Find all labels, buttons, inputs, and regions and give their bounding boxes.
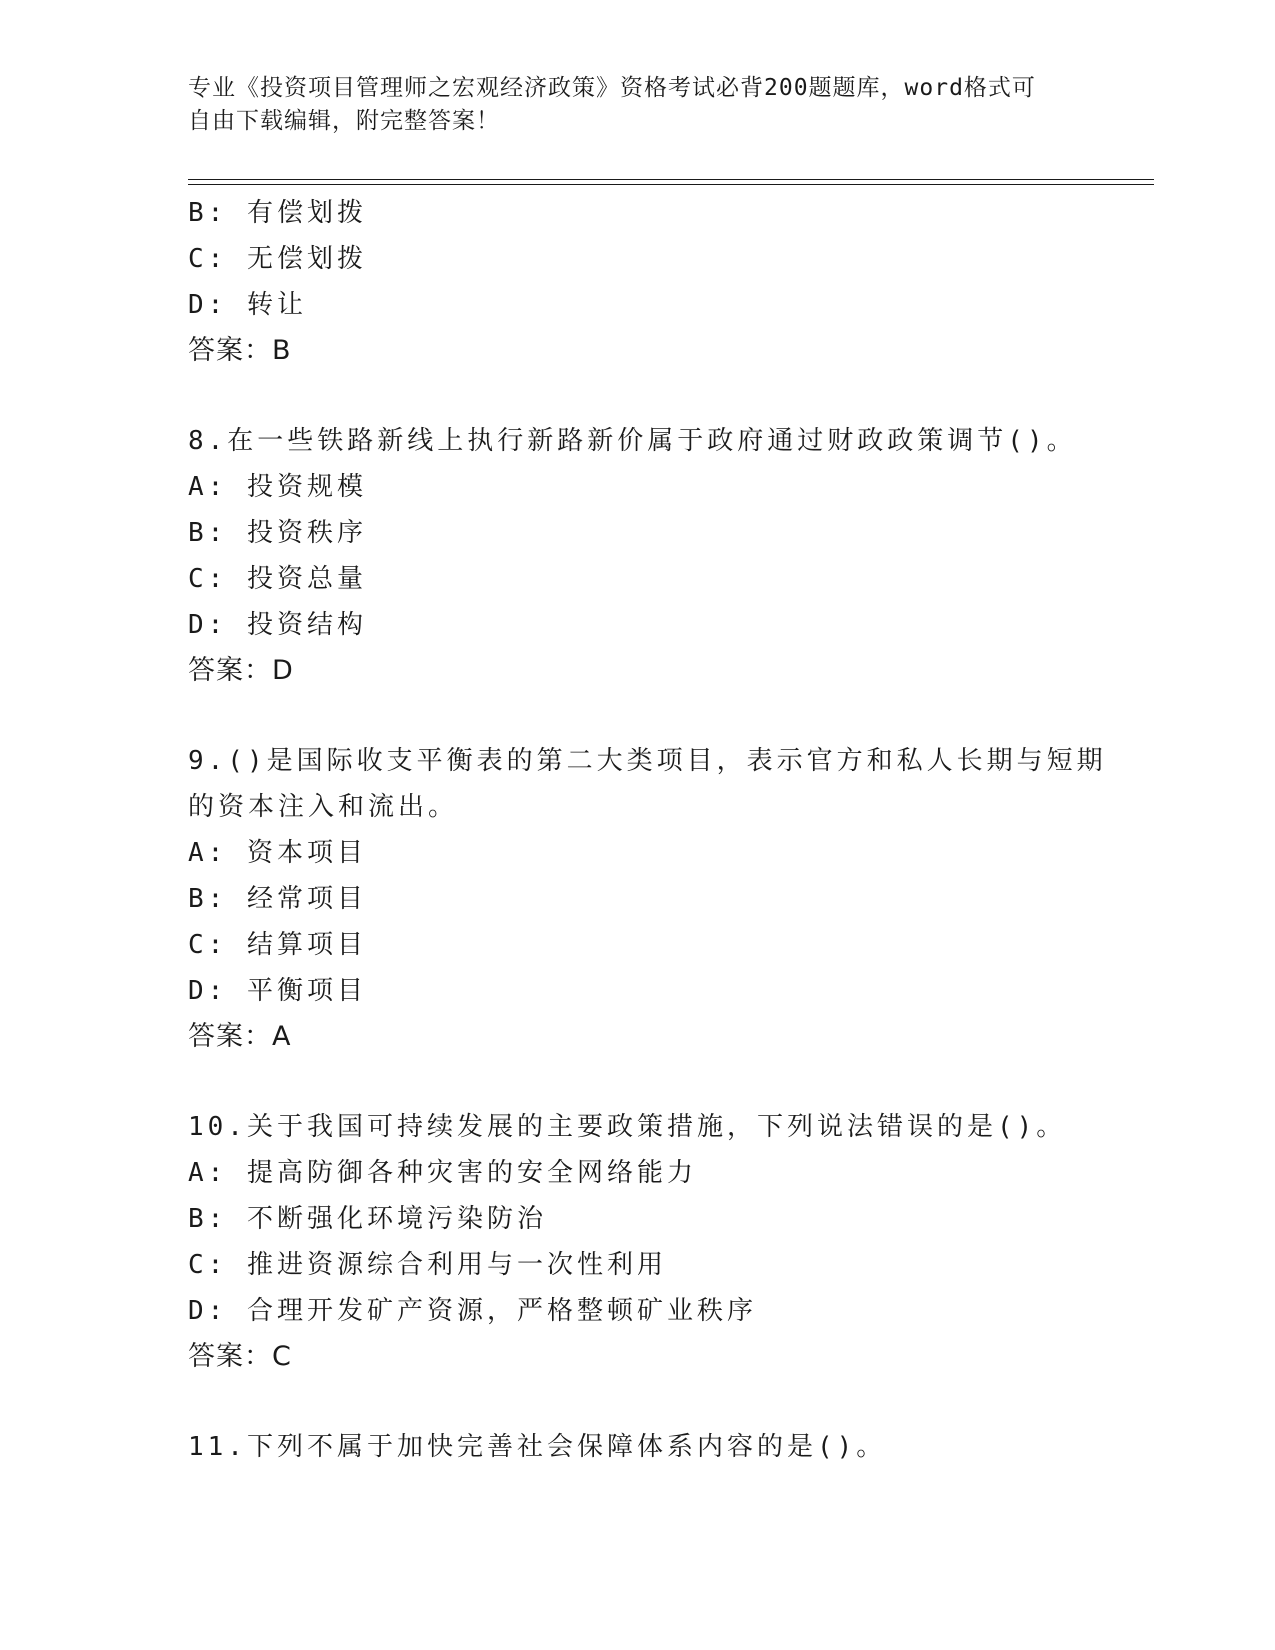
question-stem: 11.下列不属于加快完善社会保障体系内容的是()。 [188, 1432, 887, 1462]
header-line-1: 专业《投资项目管理师之宏观经济政策》资格考试必背200题题库，word格式可 [188, 75, 1036, 101]
option-d: D: 合理开发矿产资源，严格整顿矿业秩序 [188, 1296, 757, 1326]
option-c: C: 推进资源综合利用与一次性利用 [188, 1250, 667, 1280]
answer: 答案：C [188, 1341, 292, 1372]
answer: 答案：A [188, 1021, 292, 1052]
question-11 [188, 1424, 1088, 1470]
option-a: A: 投资规模 [188, 472, 367, 502]
question-9 [188, 738, 1107, 1060]
header-divider-top [188, 179, 1154, 180]
option-d: D: 平衡项目 [188, 976, 367, 1006]
header-line-2: 自由下载编辑，附完整答案！ [188, 108, 500, 134]
option-c: C: 无偿划拨 [188, 244, 367, 274]
document-header [188, 72, 1068, 138]
option-b: B: 经常项目 [188, 884, 367, 914]
question-stem-line-2: 的资本注入和流出。 [188, 792, 459, 822]
header-divider-bottom [188, 184, 1154, 185]
question-list [188, 190, 1107, 1470]
question-10 [188, 1104, 1088, 1380]
question-8 [188, 418, 1088, 694]
question-stem: 10.关于我国可持续发展的主要政策措施，下列说法错误的是()。 [188, 1112, 1067, 1142]
option-d: D: 投资结构 [188, 610, 367, 640]
spacer [188, 374, 1088, 418]
option-c: C: 结算项目 [188, 930, 367, 960]
option-a: A: 资本项目 [188, 838, 367, 868]
option-b: B: 投资秩序 [188, 518, 367, 548]
spacer [188, 1380, 1088, 1424]
question-stem: 8.在一些铁路新线上执行新路新价属于政府通过财政政策调节()。 [188, 426, 1077, 456]
option-a: A: 提高防御各种灾害的安全网络能力 [188, 1158, 697, 1188]
option-d: D: 转让 [188, 290, 307, 320]
option-c: C: 投资总量 [188, 564, 367, 594]
option-b: B: 不断强化环境污染防治 [188, 1204, 547, 1234]
option-b: B: 有偿划拨 [188, 198, 367, 228]
spacer [188, 1060, 1088, 1104]
answer: 答案：B [188, 335, 292, 366]
answer: 答案：D [188, 655, 294, 686]
question-stem-line-1: 9.()是国际收支平衡表的第二大类项目，表示官方和私人长期与短期 [188, 746, 1107, 776]
spacer [188, 694, 1088, 738]
question-7-tail [188, 190, 1088, 374]
